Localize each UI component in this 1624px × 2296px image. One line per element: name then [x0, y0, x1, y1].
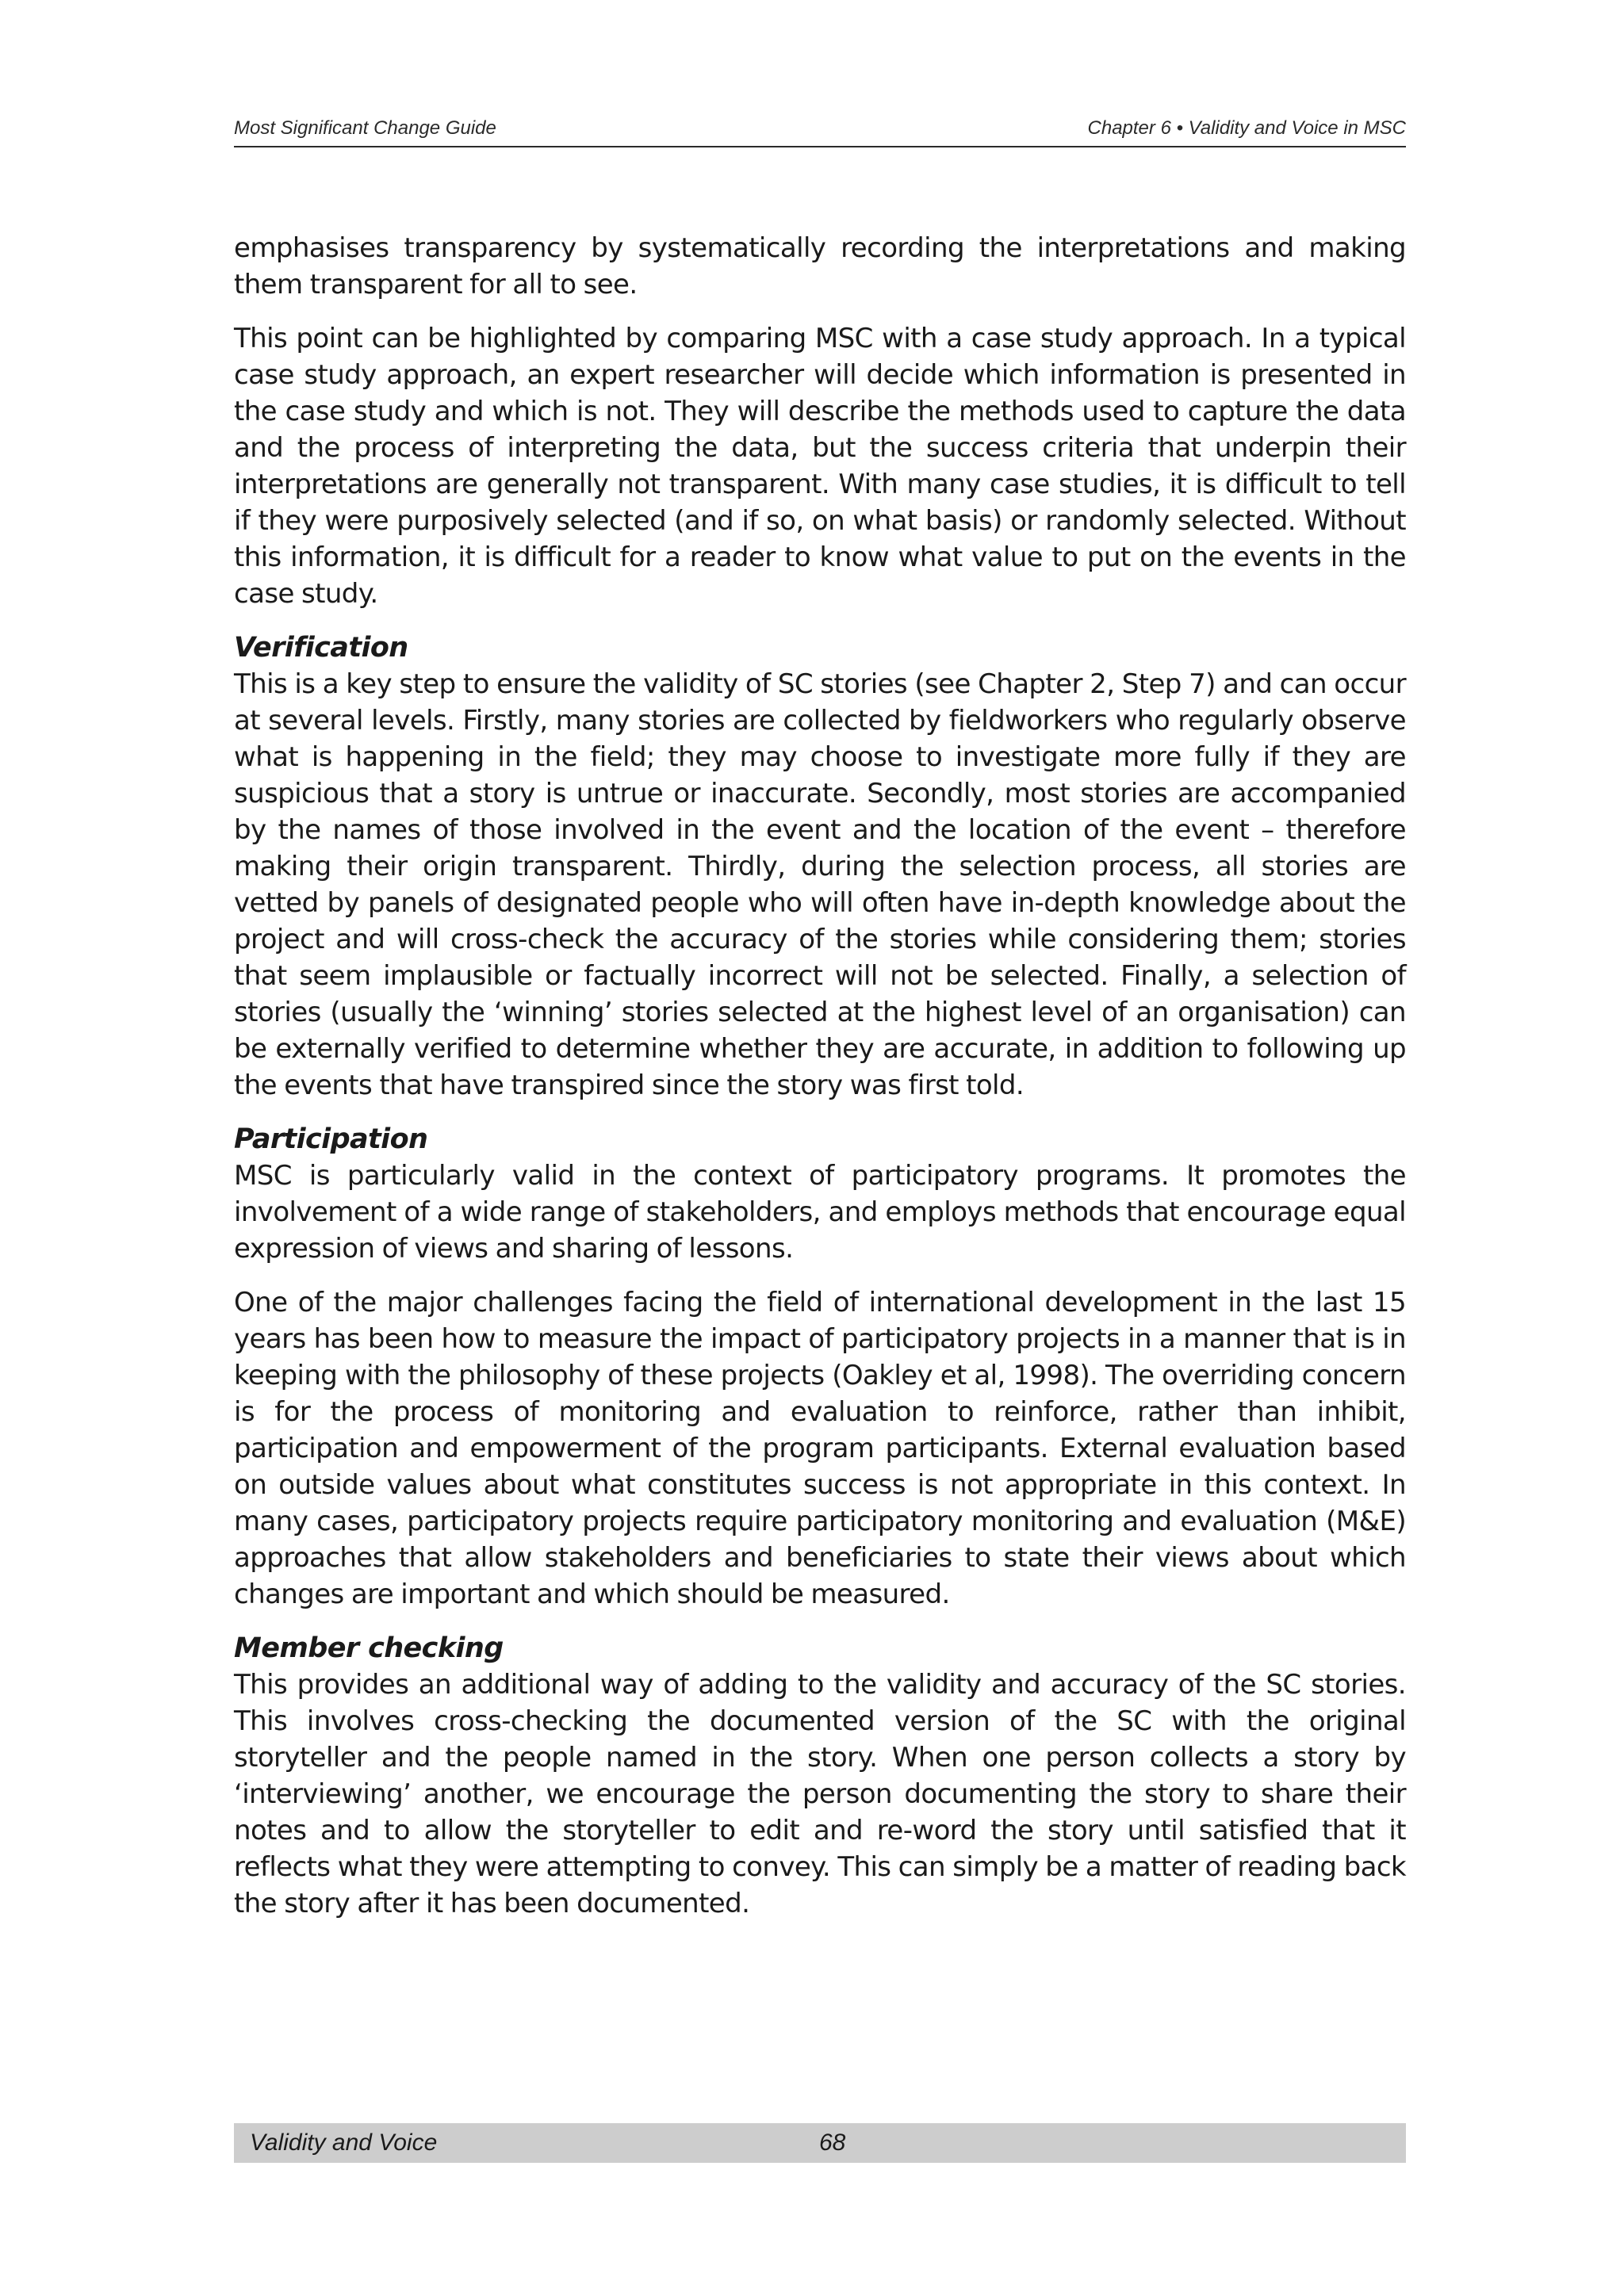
paragraph-verification: This is a key step to ensure the validity of SC stories (see Chapter 2, Step 7) and can occur at several levels. Firstly, many stories are collected by fieldworkers who regularly observe what is happening in the field; they may choose to investigate more fully if they are suspicious that a story is untrue or inaccurate. Secondly, most stories are accompanied by the names of those involved in the event and the location of the event – therefore making their origin transparent. Thirdly, during the selection process, all stories are vetted by panels of designated people who will often have in-depth knowledge about the project and will cross-check the accuracy of the stories while considering them; stories that seem implausible or factually incorrect will not be selected. Finally, a selection of stories (usually the ‘winning’ stories selected at the highest level of an organisation) can be externally verified to determine whether they are accurate, in addition to following up the events that have transpired since the story was first told. [234, 668, 1406, 1101]
paragraph-participation: MSC is particularly valid in the context of participatory programs. It promotes the involvement of a wide range of stakeholders, and employs methods that encourage equal expression of views and sharing of lessons. [234, 1160, 1406, 1265]
paragraph-case-study-comparison: This point can be highlighted by comparing MSC with a case study approach. In a typical case study approach, an expert researcher will decide which information is presented in the case study and which is not. They will describe the methods used to capture the data and the process of interpreting the data, but the success criteria that underpin their interpretations are generally not transparent. With many case studies, it is difficult to tell if they were purposively selected (and if so, on what basis) or randomly selected. Without this information, it is difficult for a reader to know what value to put on the events in the case study. [234, 323, 1406, 610]
header-chapter-title: Chapter 6 • Validity and Voice in MSC [1087, 117, 1406, 139]
footer-section-title: Validity and Voice [250, 2130, 438, 2156]
footer-bar [234, 2123, 1406, 2163]
page-number: 68 [819, 2130, 846, 2156]
heading-participation: Participation [234, 1123, 428, 1155]
header-book-title: Most Significant Change Guide [234, 117, 496, 139]
paragraph-international-development: One of the major challenges facing the field of international development in the last 15 years has been how to measure the impact of participatory projects in a manner that is in keeping with the philosophy of these projects (Oakley et al, 1998). The overriding concern is for the process of monitoring and evaluation to reinforce, rather than inhibit, participation and empowerment of the program participants. External evaluation based on outside values about what constitutes success is not appropriate in this context. In many cases, participatory projects require participatory monitoring and evaluation (M&E) approaches that allow stakeholders and beneficiaries to state their views about which changes are important and which should be measured. [234, 1287, 1406, 1610]
heading-member-checking: Member checking [234, 1632, 504, 1664]
running-header [234, 116, 1406, 147]
page-body [234, 230, 1406, 1939]
paragraph-member-checking: This provides an additional way of adding to the validity and accuracy of the SC stories. This involves cross-checking the documented version of the SC with the original storyteller and the people named in the story. When one person collects a story by ‘interviewing’ another, we encourage the person documenting the story to share their notes and to allow the storyteller to edit and re-word the story until satisfied that it reflects what they were attempting to convey. This can simply be a matter of reading back the story after it has been documented. [234, 1669, 1406, 1919]
heading-verification: Verification [234, 632, 408, 664]
paragraph-transparency-continued: emphasises transparency by systematically recording the interpretations and making them transparent for all to see. [234, 232, 1406, 300]
